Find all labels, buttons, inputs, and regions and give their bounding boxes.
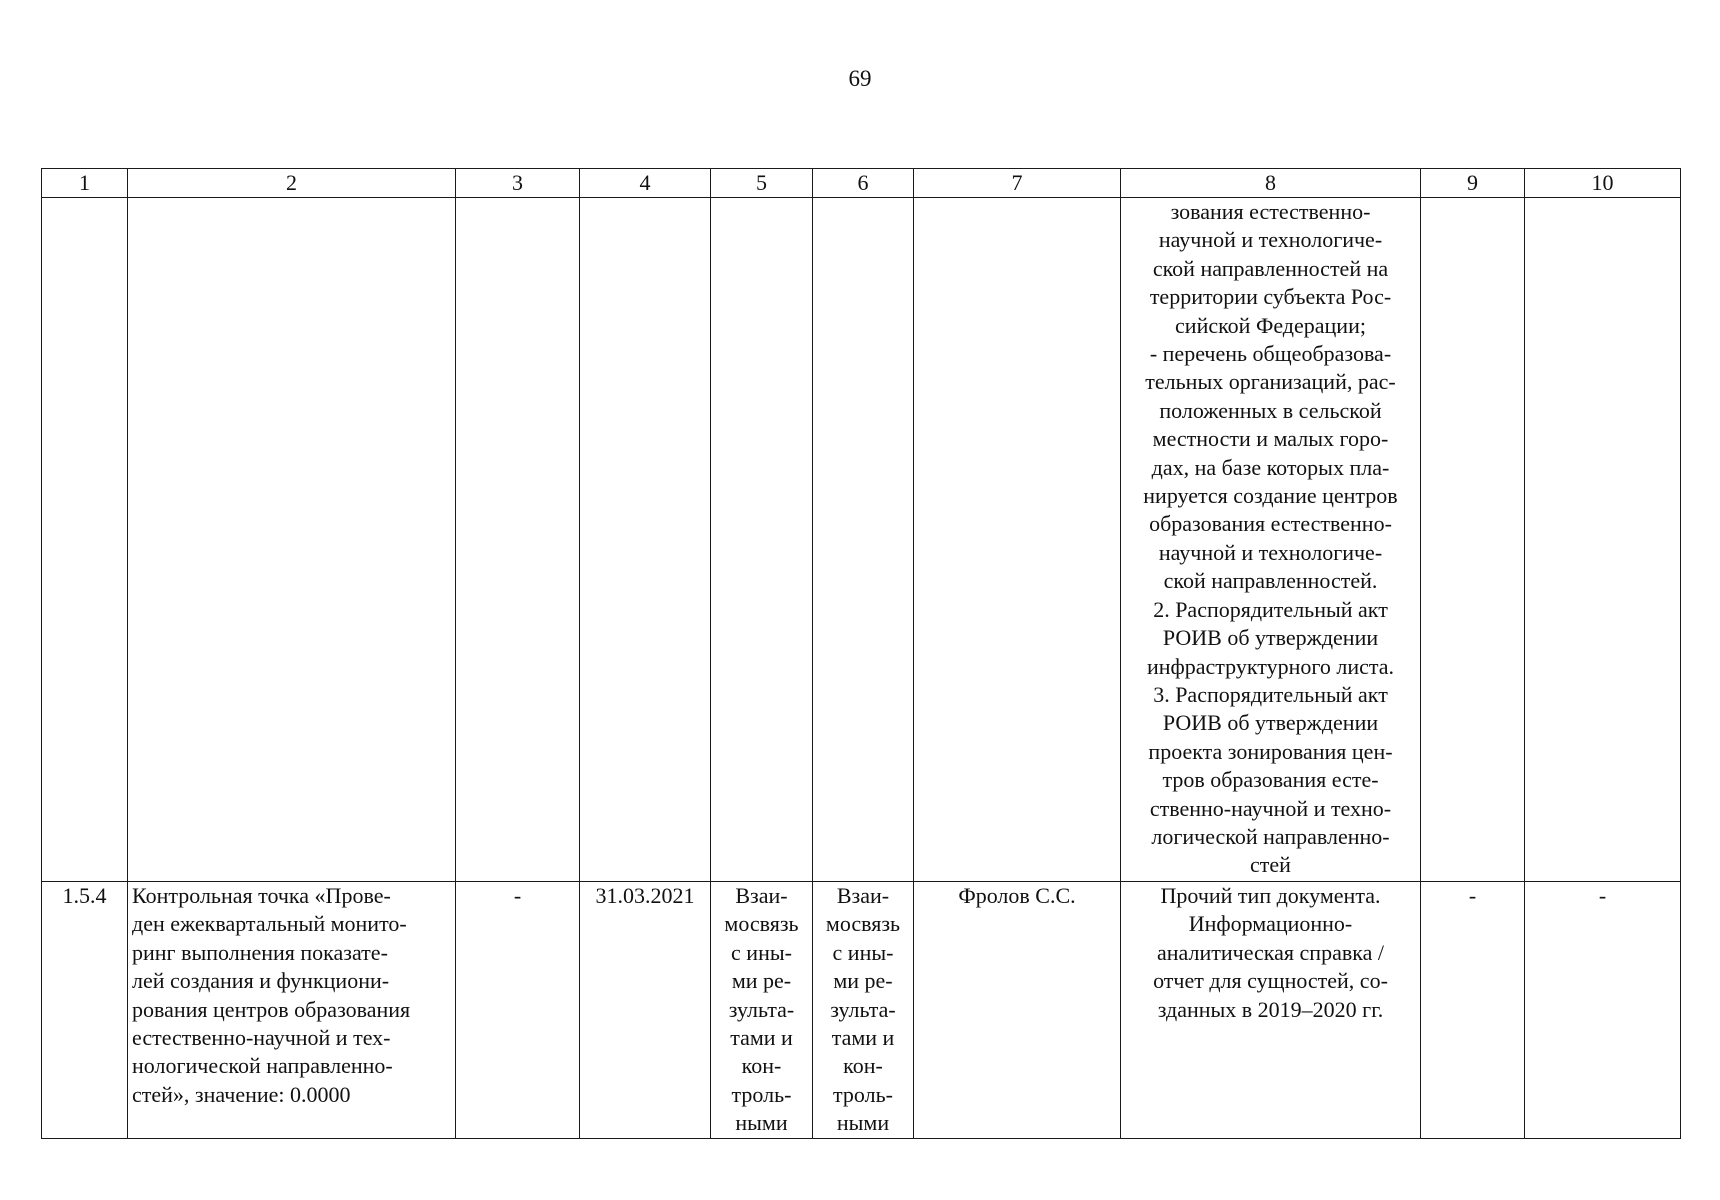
column-header-3: 3 <box>456 169 580 198</box>
cell-col3: - <box>456 882 580 1139</box>
column-header-4: 4 <box>580 169 711 198</box>
column-header-2: 2 <box>128 169 456 198</box>
column-header-1: 1 <box>42 169 128 198</box>
cell-empty <box>914 198 1121 882</box>
cell-col10: - <box>1525 882 1681 1139</box>
cell-col9: - <box>1421 882 1525 1139</box>
table-row-1-5-4 <box>42 882 1681 1139</box>
cell-empty <box>813 198 914 882</box>
cell-empty <box>1525 198 1681 882</box>
column-header-6: 6 <box>813 169 914 198</box>
header-row <box>42 169 1681 198</box>
cell-empty <box>711 198 813 882</box>
cell-relation-5: Взаи- мосвязь с ины- ми ре- зульта- тами и кон- троль- ными <box>711 882 813 1139</box>
column-header-10: 10 <box>1525 169 1681 198</box>
page-number: 69 <box>848 66 872 91</box>
cell-empty <box>580 198 711 882</box>
document-table <box>41 168 1681 1139</box>
cell-description: Контрольная точка «Прове- ден ежеквартальный монито- ринг выполнения показате- лей создания и функциони- рования центров образования естественно-научной и тех- нологической направленно- стей», значение: 0.0000 <box>128 882 456 1139</box>
cell-relation-6: Взаи- мосвязь с ины- ми ре- зульта- тами и кон- троль- ными <box>813 882 914 1139</box>
cell-empty <box>456 198 580 882</box>
column-header-5: 5 <box>711 169 813 198</box>
column-header-7: 7 <box>914 169 1121 198</box>
cell-empty <box>1421 198 1525 882</box>
cell-documents-continued: зования естественно- научной и технологиче- ской направленностей на территории субъекта Рос- сийской Федерации; - перечень общеобразова- тельных организаций, рас- положенных в сельской местности и малых горо- дах, на базе которых пла- нируется создание центров образования естественно- научной и технологиче- ской направленностей. 2. Распорядительный акт РОИВ об утверждении инфраструктурного листа. 3. Распорядительный акт РОИВ об утверждении проекта зонирования цен- тров образования есте- ственно-научной и техно- логической направленно- стей <box>1121 198 1421 882</box>
cell-responsible: Фролов С.С. <box>914 882 1121 1139</box>
cell-empty <box>42 198 128 882</box>
cell-number: 1.5.4 <box>42 882 128 1139</box>
column-header-8: 8 <box>1121 169 1421 198</box>
continuation-row <box>42 198 1681 882</box>
cell-empty <box>128 198 456 882</box>
cell-document-type: Прочий тип документа. Информационно- аналитическая справка / отчет для сущностей, со- зданных в 2019–2020 гг. <box>1121 882 1421 1139</box>
column-header-9: 9 <box>1421 169 1525 198</box>
cell-date: 31.03.2021 <box>580 882 711 1139</box>
